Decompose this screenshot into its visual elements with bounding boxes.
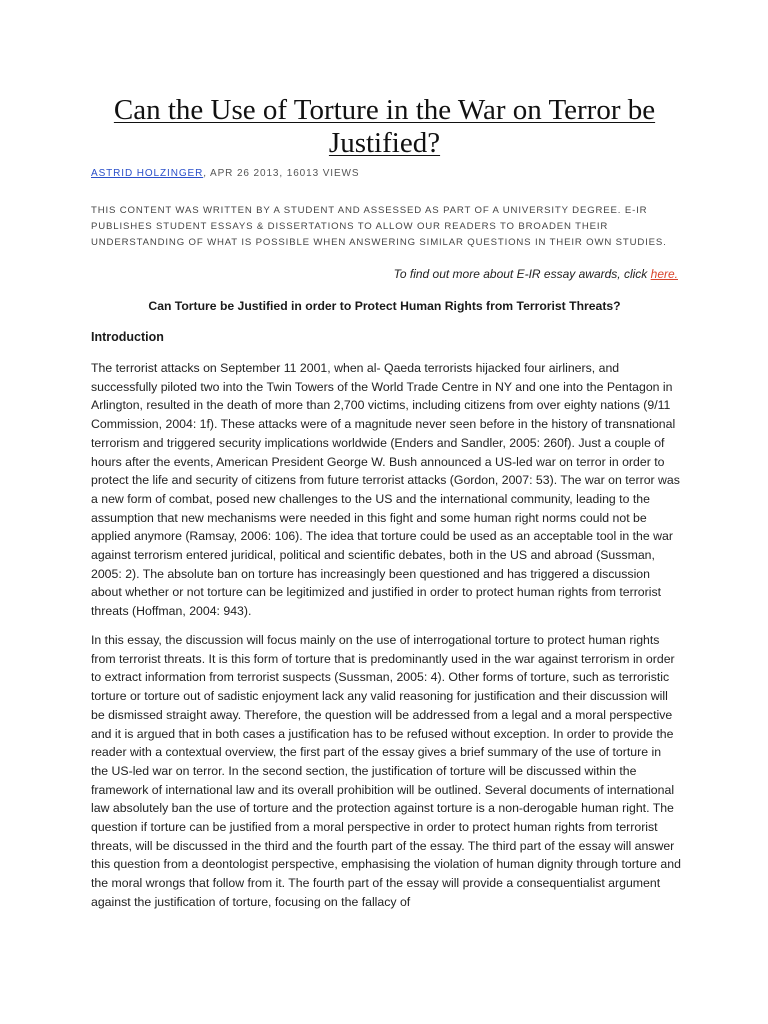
awards-link[interactable]: here. xyxy=(650,267,678,281)
author-link[interactable]: ASTRID HOLZINGER xyxy=(91,168,204,179)
section-heading-introduction: Introduction xyxy=(91,330,164,344)
awards-text: To find out more about E-IR essay awards, click xyxy=(393,267,651,281)
byline xyxy=(91,168,359,179)
student-disclaimer: THIS CONTENT WAS WRITTEN BY A STUDENT AND ASSESSED AS PART OF A UNIVERSITY DEGREE. E-IR PUBLISHES STUDENT ESSAYS & DISSERTATIONS TO ALLOW OUR READERS TO BROADEN THEIR UNDERSTANDING OF WHAT IS POSSIBLE WHEN ANSWERING SIMILAR QUESTIONS IN THEIR OWN STUDIES. xyxy=(91,205,667,248)
article-title: Can the Use of Torture in the War on Terror be Justified? xyxy=(113,94,656,159)
body-paragraph: The terrorist attacks on September 11 2001, when al- Qaeda terrorists hijacked four airliners, and successfully piloted two into the Twin Towers of the World Trade Centre in NY and one into the Pentagon in Arlington, resulted in the death of more than 2,700 victims, including citizens from over eighty nations (9/11 Commission, 2004: 1f). These attacks were of a magnitude never seen before in the history of transnational terrorism and triggered security implications worldwide (Enders and Sandler, 2005: 260f). Just a couple of hours after the events, American President George W. Bush announced a US-led war on terror in order to protect the life and security of citizens from future terrorist attacks (Gordon, 2007: 53). The war on terror was a new form of combat, posed new challenges to the US and the international community, leading to the assumption that new mechanisms were needed in this fight and some human right norms could not be applied anymore (Ramsay, 2006: 106). The idea that torture could be used as an acceptable tool in the war against terrorism entered juridical, political and scientific debates, both in the US and abroad (Sussman, 2005: 2). The absolute ban on torture has increasingly been questioned and has triggered a discussion about whether or not torture can be legitimized and justified in order to protect human rights from terrorist threats (Hoffman, 2004: 943). xyxy=(91,361,680,619)
article-meta: , APR 26 2013, 16013 VIEWS xyxy=(203,168,360,179)
awards-note xyxy=(91,267,678,281)
body-paragraph: In this essay, the discussion will focus mainly on the use of interrogational torture to protect human rights from terrorist threats. It is this form of torture that is predominantly used in the war against terrorism in order to extract information from terrorist suspects (Sussman, 2005: 4). Other forms of torture, such as terroristic torture or torture out of sadistic enjoyment lack any valid reasoning for justification and their discussion will be dismissed straight away. Therefore, the question will be addressed from a legal and a moral perspective and it is argued that in both cases a justification has to be refused without exception. In order to provide the reader with a contextual overview, the first part of the essay gives a brief summary of the use of torture in the US-led war on terror. In the second section, the justification of torture will be discussed within the framework of international law and its overall prohibition will be outlined. Several documents of international law absolutely ban the use of torture and the protection against torture is a non-derogable human right. The question if torture can be justified from a moral perspective in order to protect human rights from terrorist threats, will be discussed in the third and the fourth part of the essay. The third part of the essay will answer this question from a deontologist perspective, emphasising the violation of human dignity through torture and the moral wrongs that follow from it. The fourth part of the essay will provide a consequentialist argument against the justification of torture, focusing on the fallacy of xyxy=(91,633,681,909)
essay-subtitle: Can Torture be Justified in order to Protect Human Rights from Terrorist Threats? xyxy=(148,299,621,313)
